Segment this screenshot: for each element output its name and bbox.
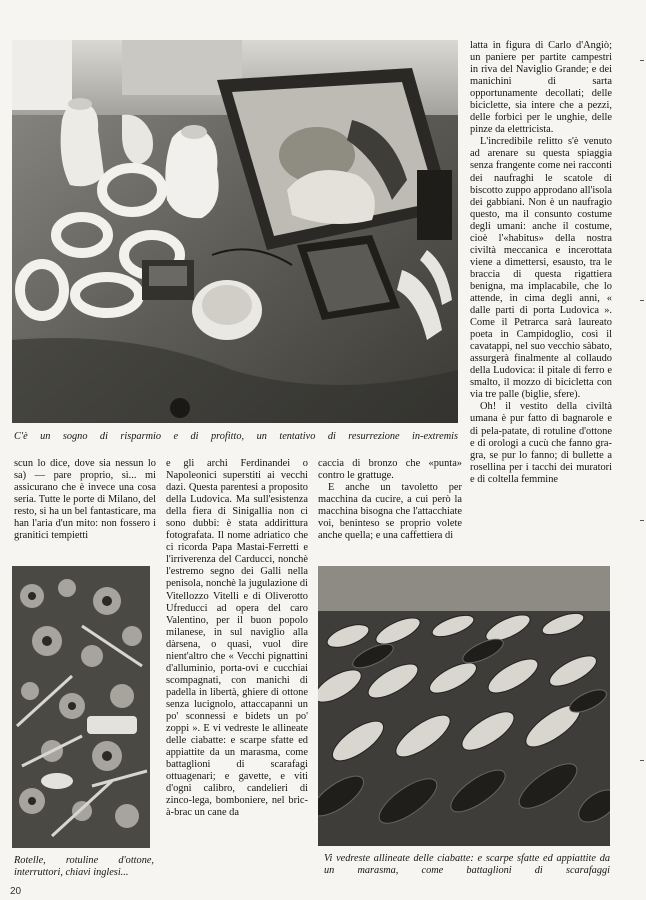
paragraph-col1: scun lo dice, dove sia nessun lo sa) — pare proprio, sì... mi assicurano che è invece una cosa seria. Tutte le porte di Milano, del resto, si ha un bel fantasticare, ma han l'aria d'un mito: non fossero i granitici tempietti xyxy=(14,458,156,542)
photo-bottom-left-hardware xyxy=(12,566,150,848)
margin-mark-4 xyxy=(640,760,644,761)
margin-mark-3 xyxy=(640,520,644,521)
still-life-icon xyxy=(12,40,458,423)
caption-bottom-right: Vi vedreste allineate delle ciabatte: e scarpe sfatte ed appiattite da un marasma, come battaglioni di scarafaggi xyxy=(324,853,610,876)
margin-mark-1 xyxy=(640,60,644,61)
column-1 xyxy=(14,458,156,542)
hardware-pile-icon xyxy=(12,566,150,848)
page-number: 20 xyxy=(10,886,22,897)
paragraph-col2: e gli archi Ferdinandei o Napoleonici superstiti ai vecchi dazi. Questa parentesi a proposito della Ludovica. Ma sull'esistenza della fiera di Sinigallia non ci sono dubbi: è stata addirittura fotografata. Il nome adriatico che ci ricorda Papa Mastai-Ferretti e l'irriverenza del Carducci, nonchè l'estremo segno dei Galli nella penisola, nonchè la jugulazione di Vitellozzo Vitelli e di Oliverotto Ufreducci ad opera del caro Valentino, per il buon popolo milanese, in sul naviglio alla dàrsena, o quasi, vuol dire nient'altro che « Vecchi pignattini d'alluminio, porta-ovi e cucchiai scompagnati, con manichi di padella in libertà, ghiere di ottone senza lucignolo, attaccapanni un po' sconnessi e bidets un po' zoppi ». E vi vedreste le allineate delle ciabatte: e scarpe sfatte ed appiattite da un marasma, come battaglioni di scarafagi ottuagenari; e gavette, e viti d'ogni calibro, candelieri di zinco-lega, bomboniere, nel bric-à-brac un cane da xyxy=(166,458,308,819)
paragraph-col3-2: E anche un tavoletto per macchina da cucire, a cui però la macchina bisogna che l'attacchiate voi, beninteso se proprio volete anche quella; e una caffettiera di xyxy=(318,482,462,542)
paragraph-right-2: L'incredibile relitto s'è venuto ad arenare su questa spiaggia senza frangente come nei racconti dei naufraghi le scatole di biscotto zuppo approdano all'isola dei gabbiani. Non è un naufragio questo, ma il consunto costume degli umani: anche il costume, cioè l'«habitus» della nostra civiltà meccanica e incerottata viene a dimettersi, esausto, tra le braccia di questa rigattiera benigna, ma implacabile, che lo attende, in cima degli anni, « dalle parti di porta Ludovica ». Come il Petrarca sarà laureato poeta in Campidoglio, così il cavatappi, nel suo vecchio sàbato, assurgerà finalmente al collaudo della Ludovica: il pitale di ferro e smalto, il mozzo di bicicletta con via tre palle (biglie, sfere). xyxy=(470,136,612,401)
column-2 xyxy=(166,458,308,819)
margin-mark-2 xyxy=(640,300,644,301)
paragraph-right-3: Oh! il vestito della civiltà umana è pur fatto di bagnarole e di pela-patate, di rotuline d'ottone e di orologi a cucù che fanno gra-gra, se pur lo fanno; di bullette a rosellina per i tacchi dei muratori e di coltella femmine xyxy=(470,401,612,485)
caption-bottom-left: Rotelle, rotuline d'ottone, interruttori, chiavi inglesi... xyxy=(14,855,154,878)
paragraph-right-1: latta in figura di Carlo d'Angiò; un paniere per partite campestri in riva del Naviglio Grande; e dei manichini di sarta opportunamente decollati; delle biciclette, sia intere che a pezzi, delle forbici per le unghie, delle pinze da elettricista. xyxy=(470,40,612,136)
caption-top: C'è un sogno di risparmio e di profitto, un tentativo di resurrezione in-extremis xyxy=(14,431,458,442)
photo-bottom-right-shoes xyxy=(318,566,610,846)
column-right-top xyxy=(470,40,612,486)
photo-top-flea-market-objects xyxy=(12,40,458,423)
column-3 xyxy=(318,458,462,542)
shoes-icon xyxy=(318,566,610,846)
paragraph-col3-1: caccia di bronzo che «punta» contro le grattuge. xyxy=(318,458,462,482)
